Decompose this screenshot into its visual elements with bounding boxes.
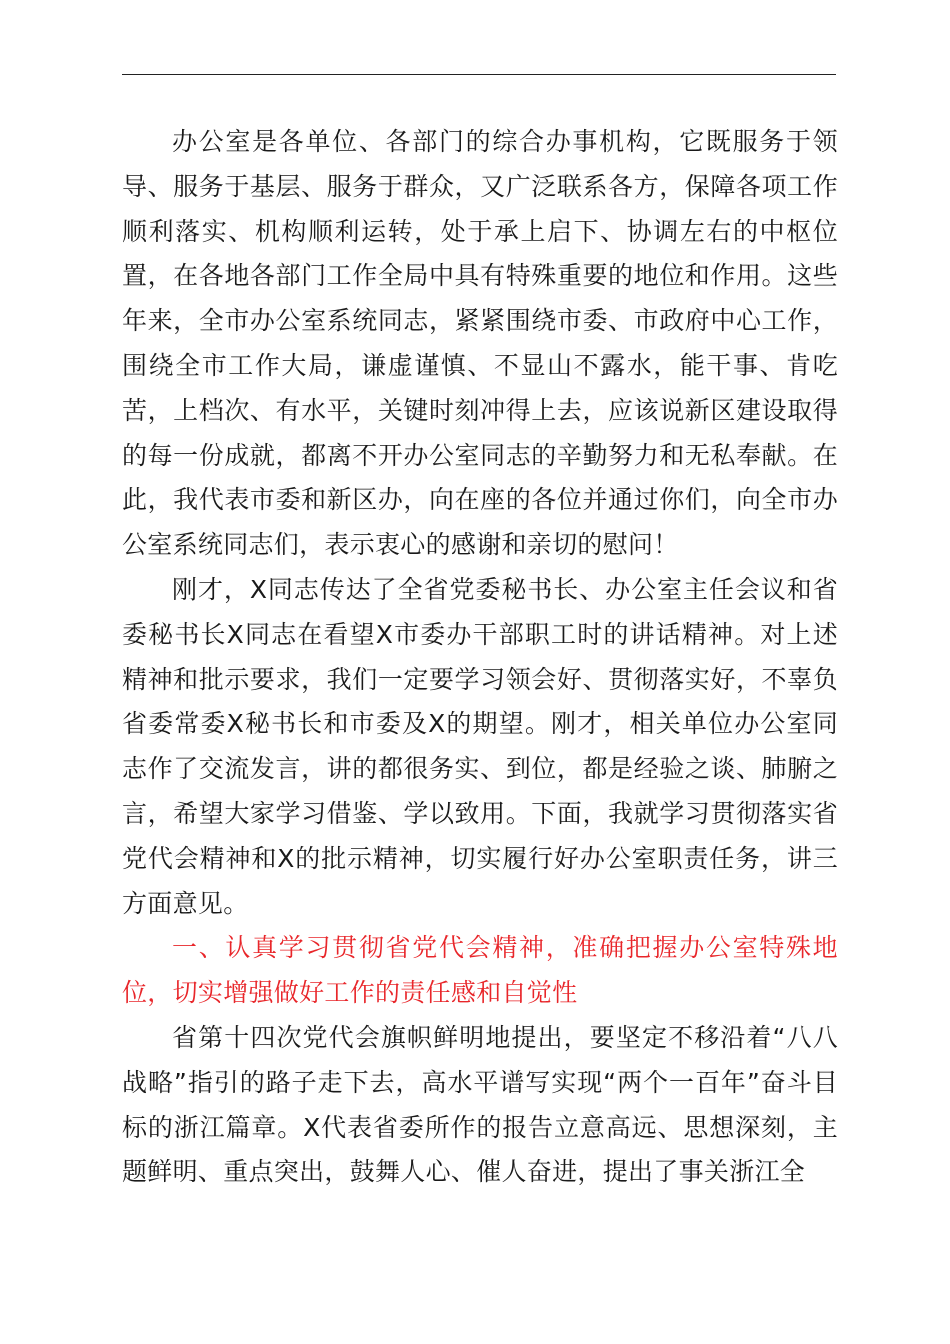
- paragraph-office-role: 办公室是各单位、各部门的综合办事机构，它既服务于领导、服务于基层、服务于群众，又广泛联系各方，保障各项工作顺利落实、机构顺利运转，处于承上启下、协调左右的中枢位置，在各地各部门工作全局中具有特殊重要的地位和作用。这些年来，全市办公室系统同志，紧紧围绕市委、市政府中心工作，围绕全市工作大局，谦虚谨慎、不显山不露水，能干事、肯吃苦，上档次、有水平，关键时刻冲得上去，应该说新区建设取得的每一份成就，都离不开办公室同志的辛勤努力和无私奉献。在此，我代表市委和新区办，向在座的各位并通过你们，向全市办公室系统同志们，表示衷心的感谢和亲切的慰问！: [122, 127, 838, 560]
- section-heading-one: 一、认真学习贯彻省党代会精神，准确把握办公室特殊地位，切实增强做好工作的责任感和自觉性: [122, 933, 838, 1008]
- document-body: [122, 120, 838, 1195]
- paragraph-meeting-summary: 刚才，X同志传达了全省党委秘书长、办公室主任会议和省委秘书长X同志在看望X市委办干部职工时的讲话精神。对上述精神和批示要求，我们一定要学习领会好、贯彻落实好，不辜负省委常委X秘书长和市委及X的期望。刚才，相关单位办公室同志作了交流发言，讲的都很务实、到位，都是经验之谈、肺腑之言，希望大家学习借鉴、学以致用。下面，我就学习贯彻落实省党代会精神和X的批示精神，切实履行好办公室职责任务，讲三方面意见。: [122, 574, 838, 918]
- header-rule: [122, 74, 836, 75]
- paragraph-party-congress: 省第十四次党代会旗帜鲜明地提出，要坚定不移沿着“八八战略”指引的路子走下去，高水平谱写实现“两个一百年”奋斗目标的浙江篇章。X代表省委所作的报告立意高远、思想深刻，主题鲜明、重点突出，鼓舞人心、催人奋进，提出了事关浙江全: [122, 1022, 838, 1187]
